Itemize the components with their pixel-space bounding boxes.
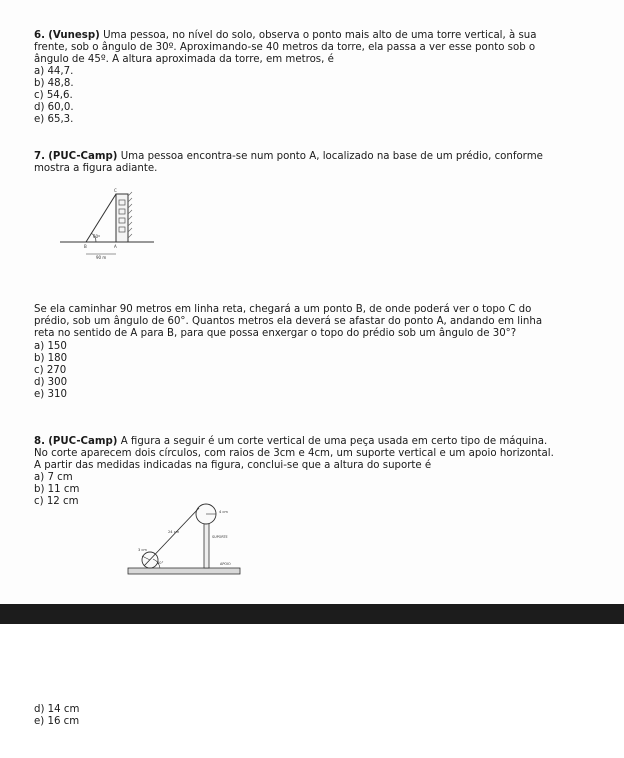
q7-distance-label: 90 m xyxy=(96,255,107,260)
q8-label-hyp: 24 cm xyxy=(168,530,180,534)
q8-option-c: c) 12 cm xyxy=(34,496,79,507)
document-page-continued xyxy=(0,624,624,758)
q7-option-c: c) 270 xyxy=(34,365,67,376)
q8-text-2: No corte aparecem dois círculos, com raios de 3cm e 4cm, um suporte vertical e um apoio horizontal. xyxy=(34,448,554,459)
q8-text-1: A figura a seguir é um corte vertical de uma peça usada em certo tipo de máquina. xyxy=(120,436,548,447)
q6-number: 6. xyxy=(34,30,45,41)
q8-option-a: a) 7 cm xyxy=(34,472,73,483)
q7-option-a: a) 150 xyxy=(34,341,67,352)
q6-source: (Vunesp) xyxy=(48,30,100,41)
q8-label-r-low: 3 cm xyxy=(138,548,147,552)
q7-sight-line xyxy=(86,194,116,242)
q6-option-a: a) 44,7. xyxy=(34,66,74,77)
q6-option-b: b) 48,8. xyxy=(34,78,74,89)
q7-text-1: Uma pessoa encontra-se num ponto A, localizado na base de um prédio, conforme xyxy=(120,151,543,162)
q6-option-d: d) 60,0. xyxy=(34,102,74,113)
q8-number: 8. xyxy=(34,436,45,447)
q7-text-5: reta no sentido de A para B, para que possa enxergar o topo do prédio sob um ângulo de 30°? xyxy=(34,328,517,339)
q8-option-d: d) 14 cm xyxy=(34,704,80,715)
q7-label-c: C xyxy=(114,188,117,193)
q8-label-base: APOIO xyxy=(220,562,231,566)
q6-text-1: Uma pessoa, no nível do solo, observa o ponto mais alto de uma torre vertical, à sua xyxy=(103,30,537,41)
q7-source: (PUC-Camp) xyxy=(48,151,118,162)
q8-line-1 xyxy=(34,436,614,448)
q6-text-2: frente, sob o ângulo de 30º. Aproximando-se 40 metros da torre, ela passa a ver esse ponto sob o xyxy=(34,42,536,53)
q7-text-2: mostra a figura adiante. xyxy=(34,163,158,174)
q6-line-1 xyxy=(34,30,614,42)
q7-line-1 xyxy=(34,151,614,163)
q8-option-e: e) 16 cm xyxy=(34,716,80,727)
q7-option-e: e) 310 xyxy=(34,389,67,400)
q8-option-b: b) 11 cm xyxy=(34,484,80,495)
q8-label-support: SUPORTE xyxy=(212,535,228,539)
q8-slant-line xyxy=(144,508,199,566)
q8-label-r-top: 4 cm xyxy=(219,510,228,514)
q8-machine-part-figure xyxy=(124,502,248,582)
q7-angle-label: 60º xyxy=(93,234,100,239)
q7-building-figure xyxy=(56,182,166,268)
q7-option-b: b) 180 xyxy=(34,353,68,364)
q6-text-3: ângulo de 45º. A altura aproximada da torre, em metros, é xyxy=(34,54,334,65)
q6-option-c: c) 54,6. xyxy=(34,90,73,101)
q8-base xyxy=(128,568,240,574)
q7-label-b: B xyxy=(84,244,87,249)
q7-label-a: A xyxy=(114,244,117,249)
q7-option-d: d) 300 xyxy=(34,377,68,388)
page-break-band xyxy=(0,604,624,624)
q7-number: 7. xyxy=(34,151,45,162)
q7-text-4: prédio, sob um ângulo de 60°. Quantos metros ela deverá se afastar do ponto A, andando em linha xyxy=(34,316,543,327)
q8-source: (PUC-Camp) xyxy=(48,436,118,447)
q6-option-e: e) 65,3. xyxy=(34,114,74,125)
q7-building-hatch xyxy=(128,192,132,238)
q8-label-angle: 60° xyxy=(157,561,164,565)
q7-text-3: Se ela caminhar 90 metros em linha reta, chegará a um ponto B, de onde poderá ver o topo C do xyxy=(34,304,532,315)
q8-text-3: A partir das medidas indicadas na figura, conclui-se que a altura do suporte é xyxy=(34,460,432,471)
